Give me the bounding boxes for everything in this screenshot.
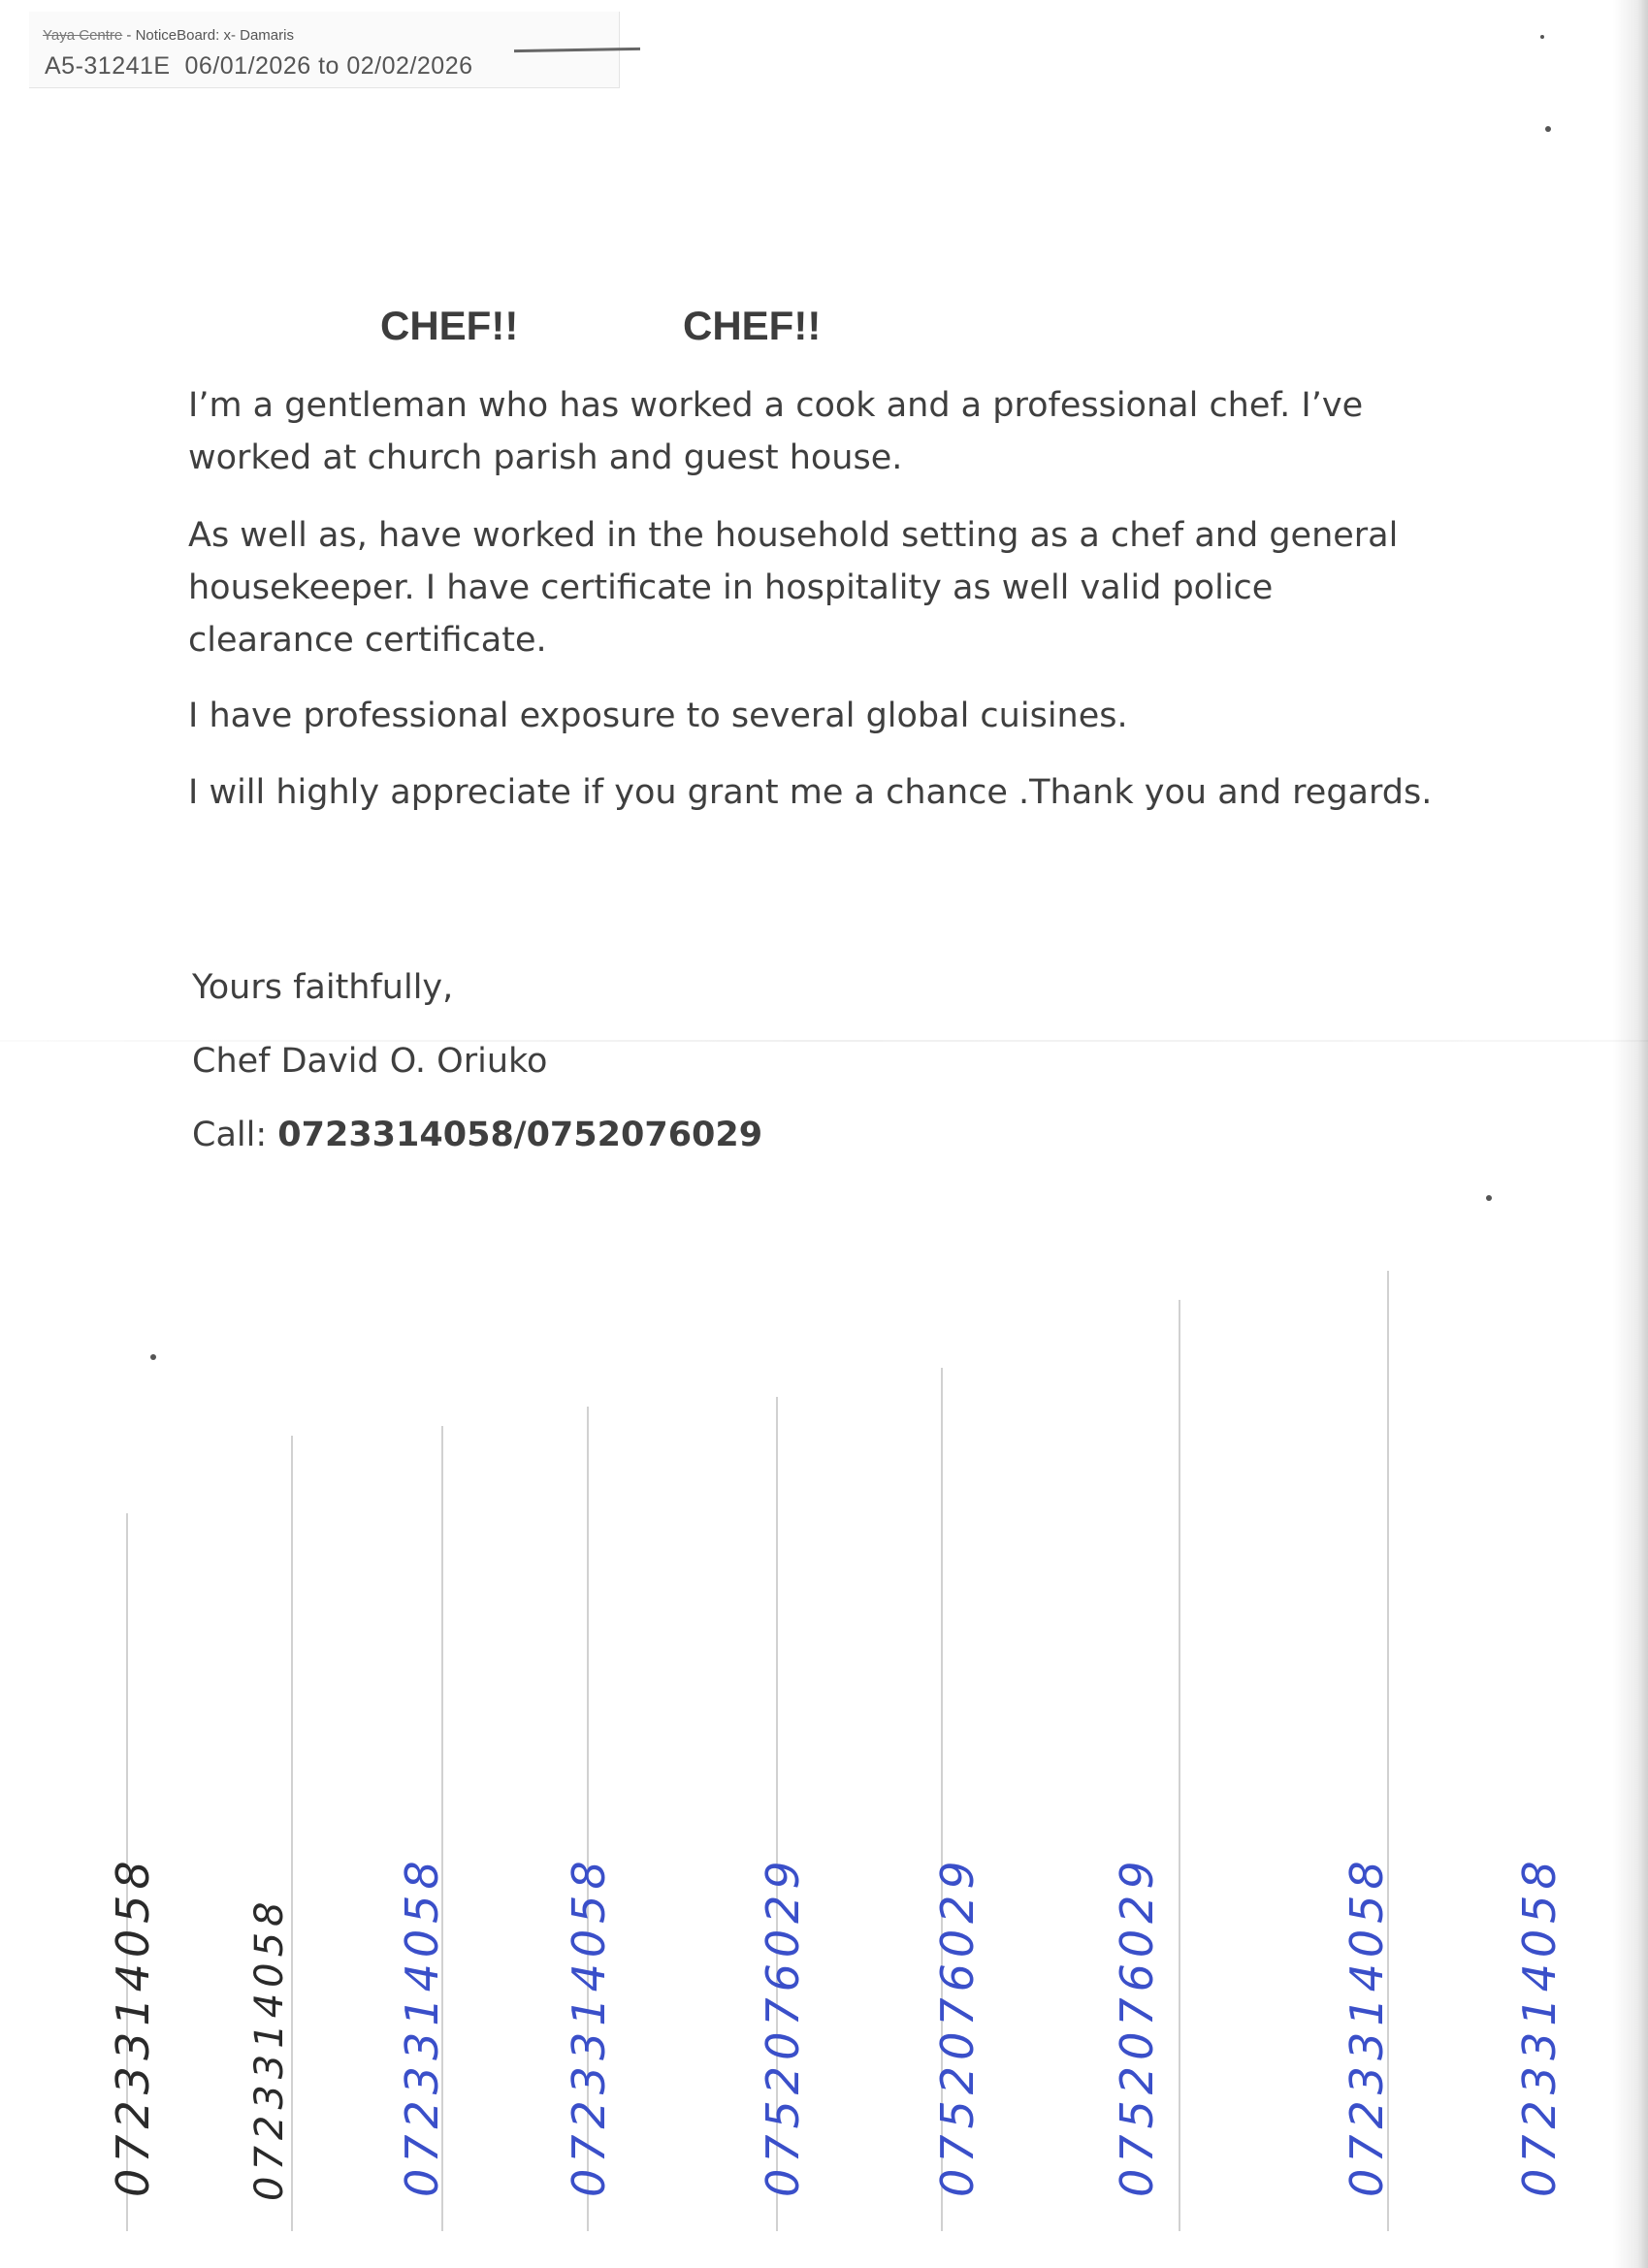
tear-tab-number: 0723314058 [1513, 1855, 1566, 2197]
strip-cut-line [1179, 1300, 1180, 2231]
tear-tab[interactable] [1282, 1816, 1399, 2223]
tear-tab[interactable] [338, 1816, 454, 2223]
label-pen-mark [514, 48, 640, 52]
tear-tab-number: 0723314058 [247, 1895, 292, 2201]
label-date-range: 06/01/2026 to 02/02/2026 [184, 52, 473, 80]
tear-tab-number: 0752076029 [1111, 1855, 1163, 2197]
tear-tab-number: 0752076029 [931, 1855, 984, 2197]
call-label: Call: [192, 1116, 278, 1154]
tear-tab[interactable] [1052, 1816, 1169, 2223]
paragraph-request: I will highly appreciate if you grant me a chance .Thank you and regards. [188, 773, 1433, 812]
tear-tab-number: 0723314058 [107, 1855, 159, 2197]
paper-speck [1486, 1195, 1492, 1201]
heading-chef-right: CHEF!! [683, 303, 822, 348]
heading-chef-left: CHEF!! [380, 303, 519, 348]
salutation: Yours faithfully, [192, 968, 454, 1007]
tear-tab-number: 0723314058 [396, 1855, 448, 2197]
page-edge-shadow [1613, 0, 1648, 2268]
label-location-struck: Yaya Centre [43, 27, 123, 44]
paper-speck [1545, 126, 1551, 132]
tear-tab[interactable] [698, 1816, 815, 2223]
contact-line [192, 1116, 762, 1154]
label-reference-line [45, 52, 473, 81]
label-reference: A5-31241E [45, 52, 171, 80]
notice-label-sticker [29, 12, 620, 88]
tear-tab[interactable] [873, 1816, 989, 2223]
paper-speck [1540, 35, 1544, 39]
paragraph-cuisines: I have professional exposure to several global cuisines. [188, 697, 1128, 735]
label-noticeboard: - NoticeBoard: x- Damaris [122, 27, 294, 44]
tear-tab[interactable] [48, 1816, 165, 2223]
tear-tab[interactable] [1455, 1816, 1571, 2223]
tear-tab[interactable] [504, 1816, 621, 2223]
paper-speck [150, 1354, 156, 1360]
paragraph-experience: I’m a gentleman who has worked a cook and a professional chef. I’ve worked at church parish and guest house. [188, 386, 1364, 477]
tear-tab-number: 0752076029 [757, 1855, 809, 2197]
tear-tab-number: 0723314058 [1341, 1855, 1393, 2197]
signature-name: Chef David O. Oriuko [192, 1042, 548, 1081]
tear-tab[interactable] [189, 1816, 306, 2223]
tear-tab-number: 0723314058 [563, 1855, 615, 2197]
phone-numbers: 0723314058/0752076029 [277, 1116, 763, 1154]
paragraph-household: As well as, have worked in the household setting as a chef and general housekeeper. I have certificate in hospitality as well valid police clearance certificate. [188, 516, 1399, 660]
label-location-line [43, 27, 294, 44]
